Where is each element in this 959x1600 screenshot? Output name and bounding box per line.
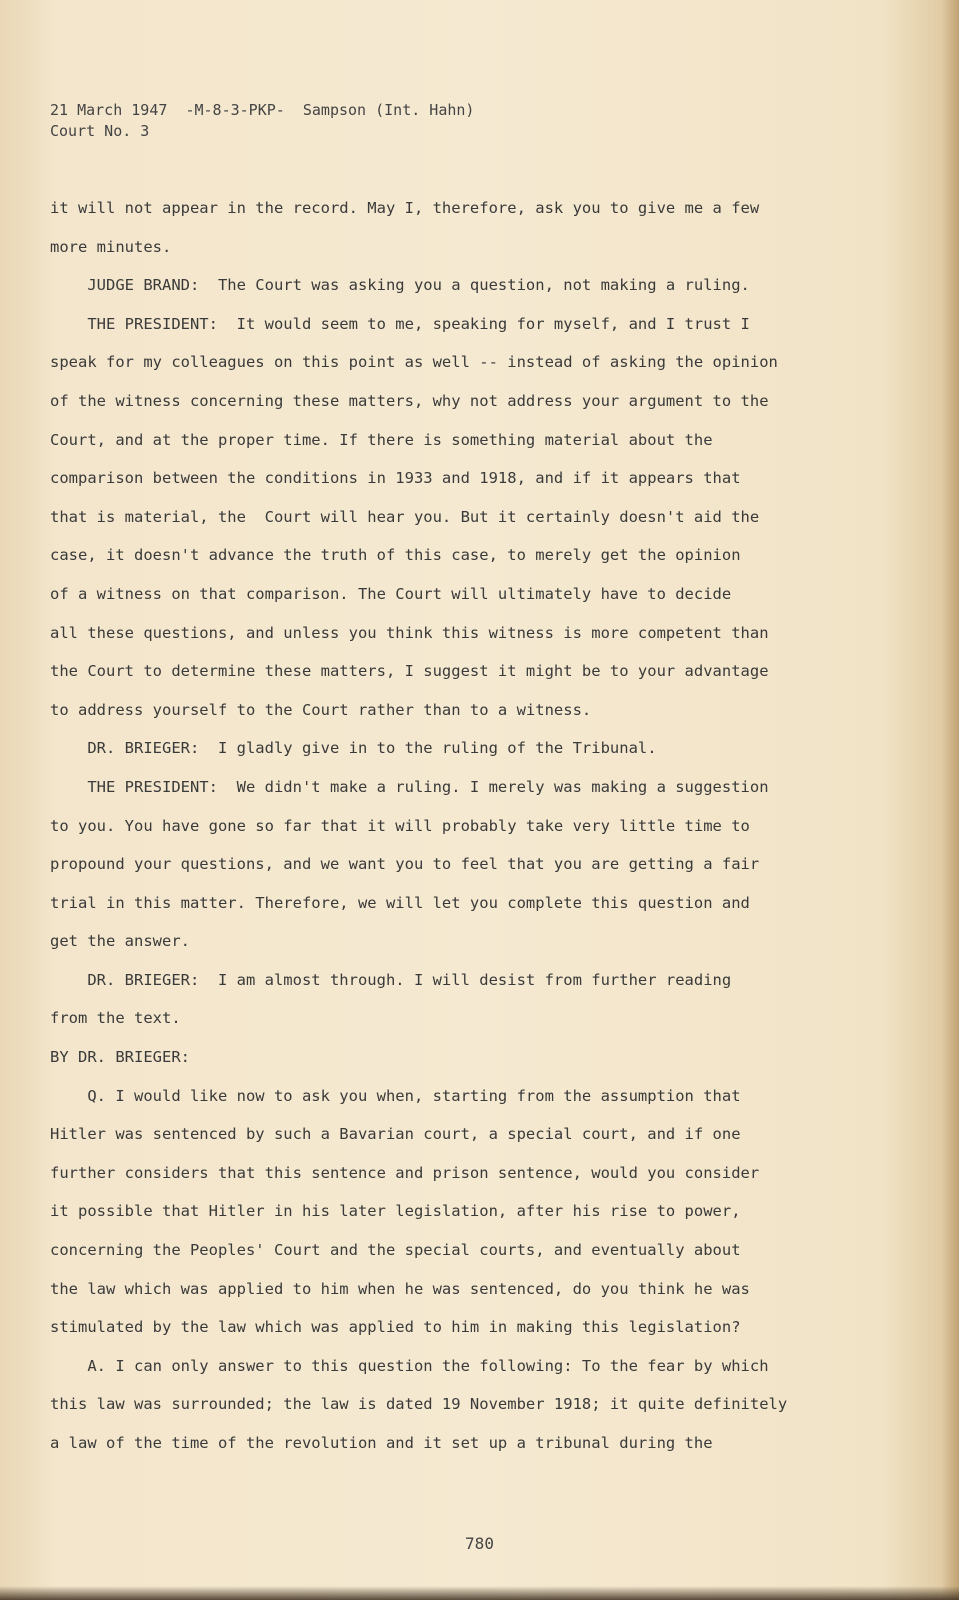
header-date-line: 21 March 1947 -M-8-3-PKP- Sampson (Int. Hahn) <box>50 101 475 119</box>
text-line: THE PRESIDENT: We didn't make a ruling. I merely was making a suggestion <box>50 777 769 796</box>
transcript-body <box>50 189 900 1463</box>
text-line: comparison between the conditions in 1933 and 1918, and if it appears that <box>50 469 741 488</box>
text-line: it possible that Hitler in his later legislation, after his rise to power, <box>50 1202 741 1221</box>
text-line: to address yourself to the Court rather than to a witness. <box>50 700 592 719</box>
text-line: a law of the time of the revolution and it set up a tribunal during the <box>50 1434 713 1452</box>
text-line: from the text. <box>50 1009 181 1028</box>
transcript-header <box>50 100 474 142</box>
text-line: of a witness on that comparison. The Court will ultimately have to decide <box>50 584 732 603</box>
text-line: concerning the Peoples' Court and the special courts, and eventually about <box>50 1241 741 1260</box>
text-line: that is material, the Court will hear you. But it certainly doesn't aid the <box>50 507 760 526</box>
text-line: Court, and at the proper time. If there is something material about the <box>50 430 713 449</box>
text-line: it will not appear in the record. May I, therefore, ask you to give me a few <box>50 199 760 217</box>
header-court-line: Court No. 3 <box>50 122 150 140</box>
text-line: Q. I would like now to ask you when, starting from the assumption that <box>50 1086 741 1105</box>
text-line: get the answer. <box>50 932 190 951</box>
text-line: trial in this matter. Therefore, we will let you complete this question and <box>50 893 750 912</box>
text-line: A. I can only answer to this question the following: To the fear by which <box>50 1356 769 1375</box>
text-line: more minutes. <box>50 237 172 256</box>
text-line: to you. You have gone so far that it will probably take very little time to <box>50 816 750 835</box>
text-line: of the witness concerning these matters, why not address your argument to the <box>50 391 769 410</box>
text-line: JUDGE BRAND: The Court was asking you a question, not making a ruling. <box>50 276 750 295</box>
text-line: DR. BRIEGER: I am almost through. I will desist from further reading <box>50 970 732 989</box>
text-line: DR. BRIEGER: I gladly give in to the ruling of the Tribunal. <box>50 739 657 758</box>
page-edge-shadow <box>941 0 959 1600</box>
text-line: stimulated by the law which was applied to him in making this legislation? <box>50 1318 741 1337</box>
text-line: speak for my colleagues on this point as well -- instead of asking the opinion <box>50 353 778 372</box>
text-line: case, it doesn't advance the truth of this case, to merely get the opinion <box>50 546 741 565</box>
text-line: Hitler was sentenced by such a Bavarian court, a special court, and if one <box>50 1125 741 1144</box>
page-bottom-shadow <box>0 1586 959 1600</box>
text-line: the Court to determine these matters, I suggest it might be to your advantage <box>50 662 769 681</box>
text-line: this law was surrounded; the law is dated 19 November 1918; it quite definitely <box>50 1395 788 1414</box>
text-line: BY DR. BRIEGER: <box>50 1048 190 1067</box>
text-line: the law which was applied to him when he was sentenced, do you think he was <box>50 1279 750 1298</box>
text-line: all these questions, and unless you think this witness is more competent than <box>50 623 769 642</box>
text-line: further considers that this sentence and prison sentence, would you consider <box>50 1163 760 1182</box>
page-number: 780 <box>465 1534 494 1553</box>
text-line: propound your questions, and we want you to feel that you are getting a fair <box>50 855 760 874</box>
text-line: THE PRESIDENT: It would seem to me, speaking for myself, and I trust I <box>50 314 750 333</box>
